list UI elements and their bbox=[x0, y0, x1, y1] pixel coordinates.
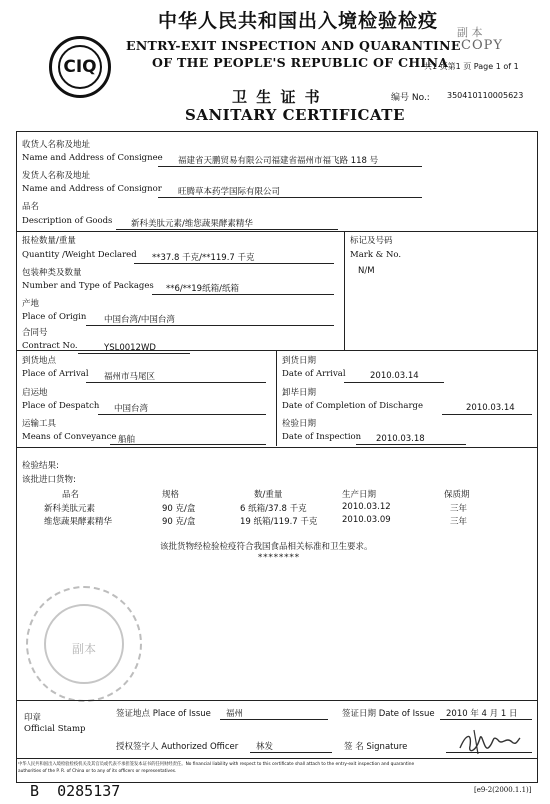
results-col-name: 品名 bbox=[62, 490, 80, 500]
row2-shelf: 三年 bbox=[450, 517, 468, 527]
title-en-line1: ENTRY-EXIT INSPECTION AND QUARANTINE bbox=[126, 38, 461, 53]
results-intro: 该批进口货物: bbox=[22, 475, 76, 485]
copy-zh: 副 本 bbox=[457, 26, 483, 39]
consignee-label-zh: 收货人名称及地址 bbox=[22, 140, 91, 150]
conveyance-label-zh: 运输工具 bbox=[22, 419, 57, 429]
row2-name: 维您蔬果酵素精华 bbox=[44, 517, 113, 527]
results-stars: ******** bbox=[258, 553, 300, 563]
form-code: [e9-2(2000.1.1)] bbox=[474, 786, 532, 794]
title-zh: 中华人民共和国出入境检验检疫 bbox=[158, 10, 439, 32]
quantity-label-en: Quantity /Weight Declared bbox=[22, 250, 137, 260]
signature-label: 签 名 Signature bbox=[344, 742, 408, 752]
results-col-shelf: 保质期 bbox=[444, 490, 470, 500]
ciq-logo bbox=[49, 36, 111, 98]
title-en-line2: OF THE PEOPLE'S REPUBLIC OF CHINA bbox=[152, 55, 449, 70]
conveyance-value: 船舶 bbox=[118, 435, 136, 445]
marks-label-zh: 标记及号码 bbox=[350, 236, 393, 246]
logo-text: CIQ bbox=[63, 57, 97, 77]
cert-no: 350410110005623 bbox=[447, 91, 524, 100]
arrival-place-value: 福州市马尾区 bbox=[104, 372, 156, 382]
issue-date-value: 2010 年 4 月 1 日 bbox=[446, 709, 518, 719]
packages-label-en: Number and Type of Packages bbox=[22, 281, 154, 291]
results-col-qty: 数/重量 bbox=[254, 490, 283, 500]
conveyance-label-en: Means of Conveyance bbox=[22, 432, 117, 442]
copy-en: COPY bbox=[461, 38, 503, 53]
row2-qty: 19 纸箱/119.7 千克 bbox=[240, 517, 318, 527]
results-col-spec: 规格 bbox=[162, 490, 180, 500]
contract-value: YSL0012WD bbox=[104, 343, 156, 353]
despatch-label-en: Place of Despatch bbox=[22, 401, 100, 411]
seal-label-zh: 印章 bbox=[24, 713, 42, 723]
consignor-label-zh: 发货人名称及地址 bbox=[22, 171, 91, 181]
issue-place-label: 签证地点 Place of Issue bbox=[116, 709, 211, 719]
discharge-label-zh: 卸毕日期 bbox=[282, 388, 317, 398]
arrival-date-value: 2010.03.14 bbox=[370, 371, 419, 381]
serial-number: B 0285137 bbox=[30, 782, 121, 800]
marks-label-en: Mark & No. bbox=[350, 250, 402, 260]
packages-label-zh: 包装种类及数量 bbox=[22, 268, 82, 278]
inspection-label-en: Date of Inspection bbox=[282, 432, 362, 442]
row1-shelf: 三年 bbox=[450, 504, 468, 514]
stamp-text: 副本 bbox=[71, 642, 96, 656]
discharge-label-en: Date of Completion of Discharge bbox=[282, 401, 423, 411]
disclaimer-line2: authorities of the P. R. of China or to any of its officers or representatives. bbox=[18, 769, 177, 774]
contract-label-zh: 合同号 bbox=[22, 328, 48, 338]
inspection-label-zh: 检验日期 bbox=[282, 419, 317, 429]
disclaimer-line1: 中华人民共和国出入境检验检疫机关及其官员或代表不承担签发本证书的任何财经责任。No financial liability with respect to this certificate shall attach to the entry-exit inspection and quarantine bbox=[18, 762, 415, 767]
goods-label-en: Description of Goods bbox=[22, 216, 113, 226]
despatch-value: 中国台湾 bbox=[114, 404, 149, 414]
despatch-label-zh: 启运地 bbox=[22, 388, 48, 398]
goods-value: 新科美肽元素/维您蔬果酵素精华 bbox=[131, 219, 253, 229]
handwritten-signature bbox=[454, 726, 524, 758]
arrival-place-label-zh: 到货地点 bbox=[22, 356, 57, 366]
row1-name: 新科美肽元素 bbox=[44, 504, 96, 514]
origin-value: 中国台湾/中国台湾 bbox=[104, 315, 175, 325]
quantity-value: **37.8 千克/**119.7 千克 bbox=[152, 253, 255, 263]
consignor-value: 旺腾草本药学国际有限公司 bbox=[178, 187, 281, 197]
issue-date-label: 签证日期 Date of Issue bbox=[342, 709, 435, 719]
packages-value: **6/**19纸箱/纸箱 bbox=[166, 284, 239, 294]
officer-value: 林发 bbox=[256, 742, 274, 752]
results-col-date: 生产日期 bbox=[342, 490, 377, 500]
officer-label: 授权签字人 Authorized Officer bbox=[116, 742, 239, 752]
row1-spec: 90 克/盒 bbox=[162, 504, 196, 514]
row1-qty: 6 纸箱/37.8 千克 bbox=[240, 504, 307, 514]
origin-label-en: Place of Origin bbox=[22, 312, 87, 322]
discharge-value: 2010.03.14 bbox=[466, 403, 515, 413]
contract-label-en: Contract No. bbox=[22, 341, 78, 351]
cert-title-en: SANITARY CERTIFICATE bbox=[185, 106, 405, 124]
consignee-label-en: Name and Address of Consignee bbox=[22, 153, 163, 163]
results-conclusion: 该批货物经检验检疫符合我国食品相关标准和卫生要求。 bbox=[160, 542, 373, 552]
quantity-label-zh: 报检数量/重量 bbox=[22, 236, 76, 246]
cert-title-zh: 卫 生 证 书 bbox=[232, 88, 322, 106]
issue-place-value: 福州 bbox=[226, 709, 244, 719]
arrival-date-label-zh: 到货日期 bbox=[282, 356, 317, 366]
origin-label-zh: 产地 bbox=[22, 299, 40, 309]
row2-date: 2010.03.09 bbox=[342, 515, 391, 525]
seal-label-en: Official Stamp bbox=[24, 724, 86, 734]
cert-no-label: 编号 No.: bbox=[391, 93, 430, 103]
inspection-value: 2010.03.18 bbox=[376, 434, 425, 444]
results-heading: 检验结果: bbox=[22, 461, 59, 471]
consignor-label-en: Name and Address of Consignor bbox=[22, 184, 162, 194]
goods-label-zh: 品名 bbox=[22, 202, 40, 212]
official-stamp bbox=[26, 586, 142, 702]
arrival-date-label-en: Date of Arrival bbox=[282, 369, 346, 379]
page-info: 共1 页第1 页 Page 1 of 1 bbox=[424, 62, 519, 71]
arrival-place-label-en: Place of Arrival bbox=[22, 369, 89, 379]
marks-value: N/M bbox=[358, 266, 375, 276]
consignee-value: 福建省天鹏贸易有限公司福建省福州市福飞路 118 号 bbox=[178, 156, 379, 166]
row1-date: 2010.03.12 bbox=[342, 502, 391, 512]
row2-spec: 90 克/盒 bbox=[162, 517, 196, 527]
